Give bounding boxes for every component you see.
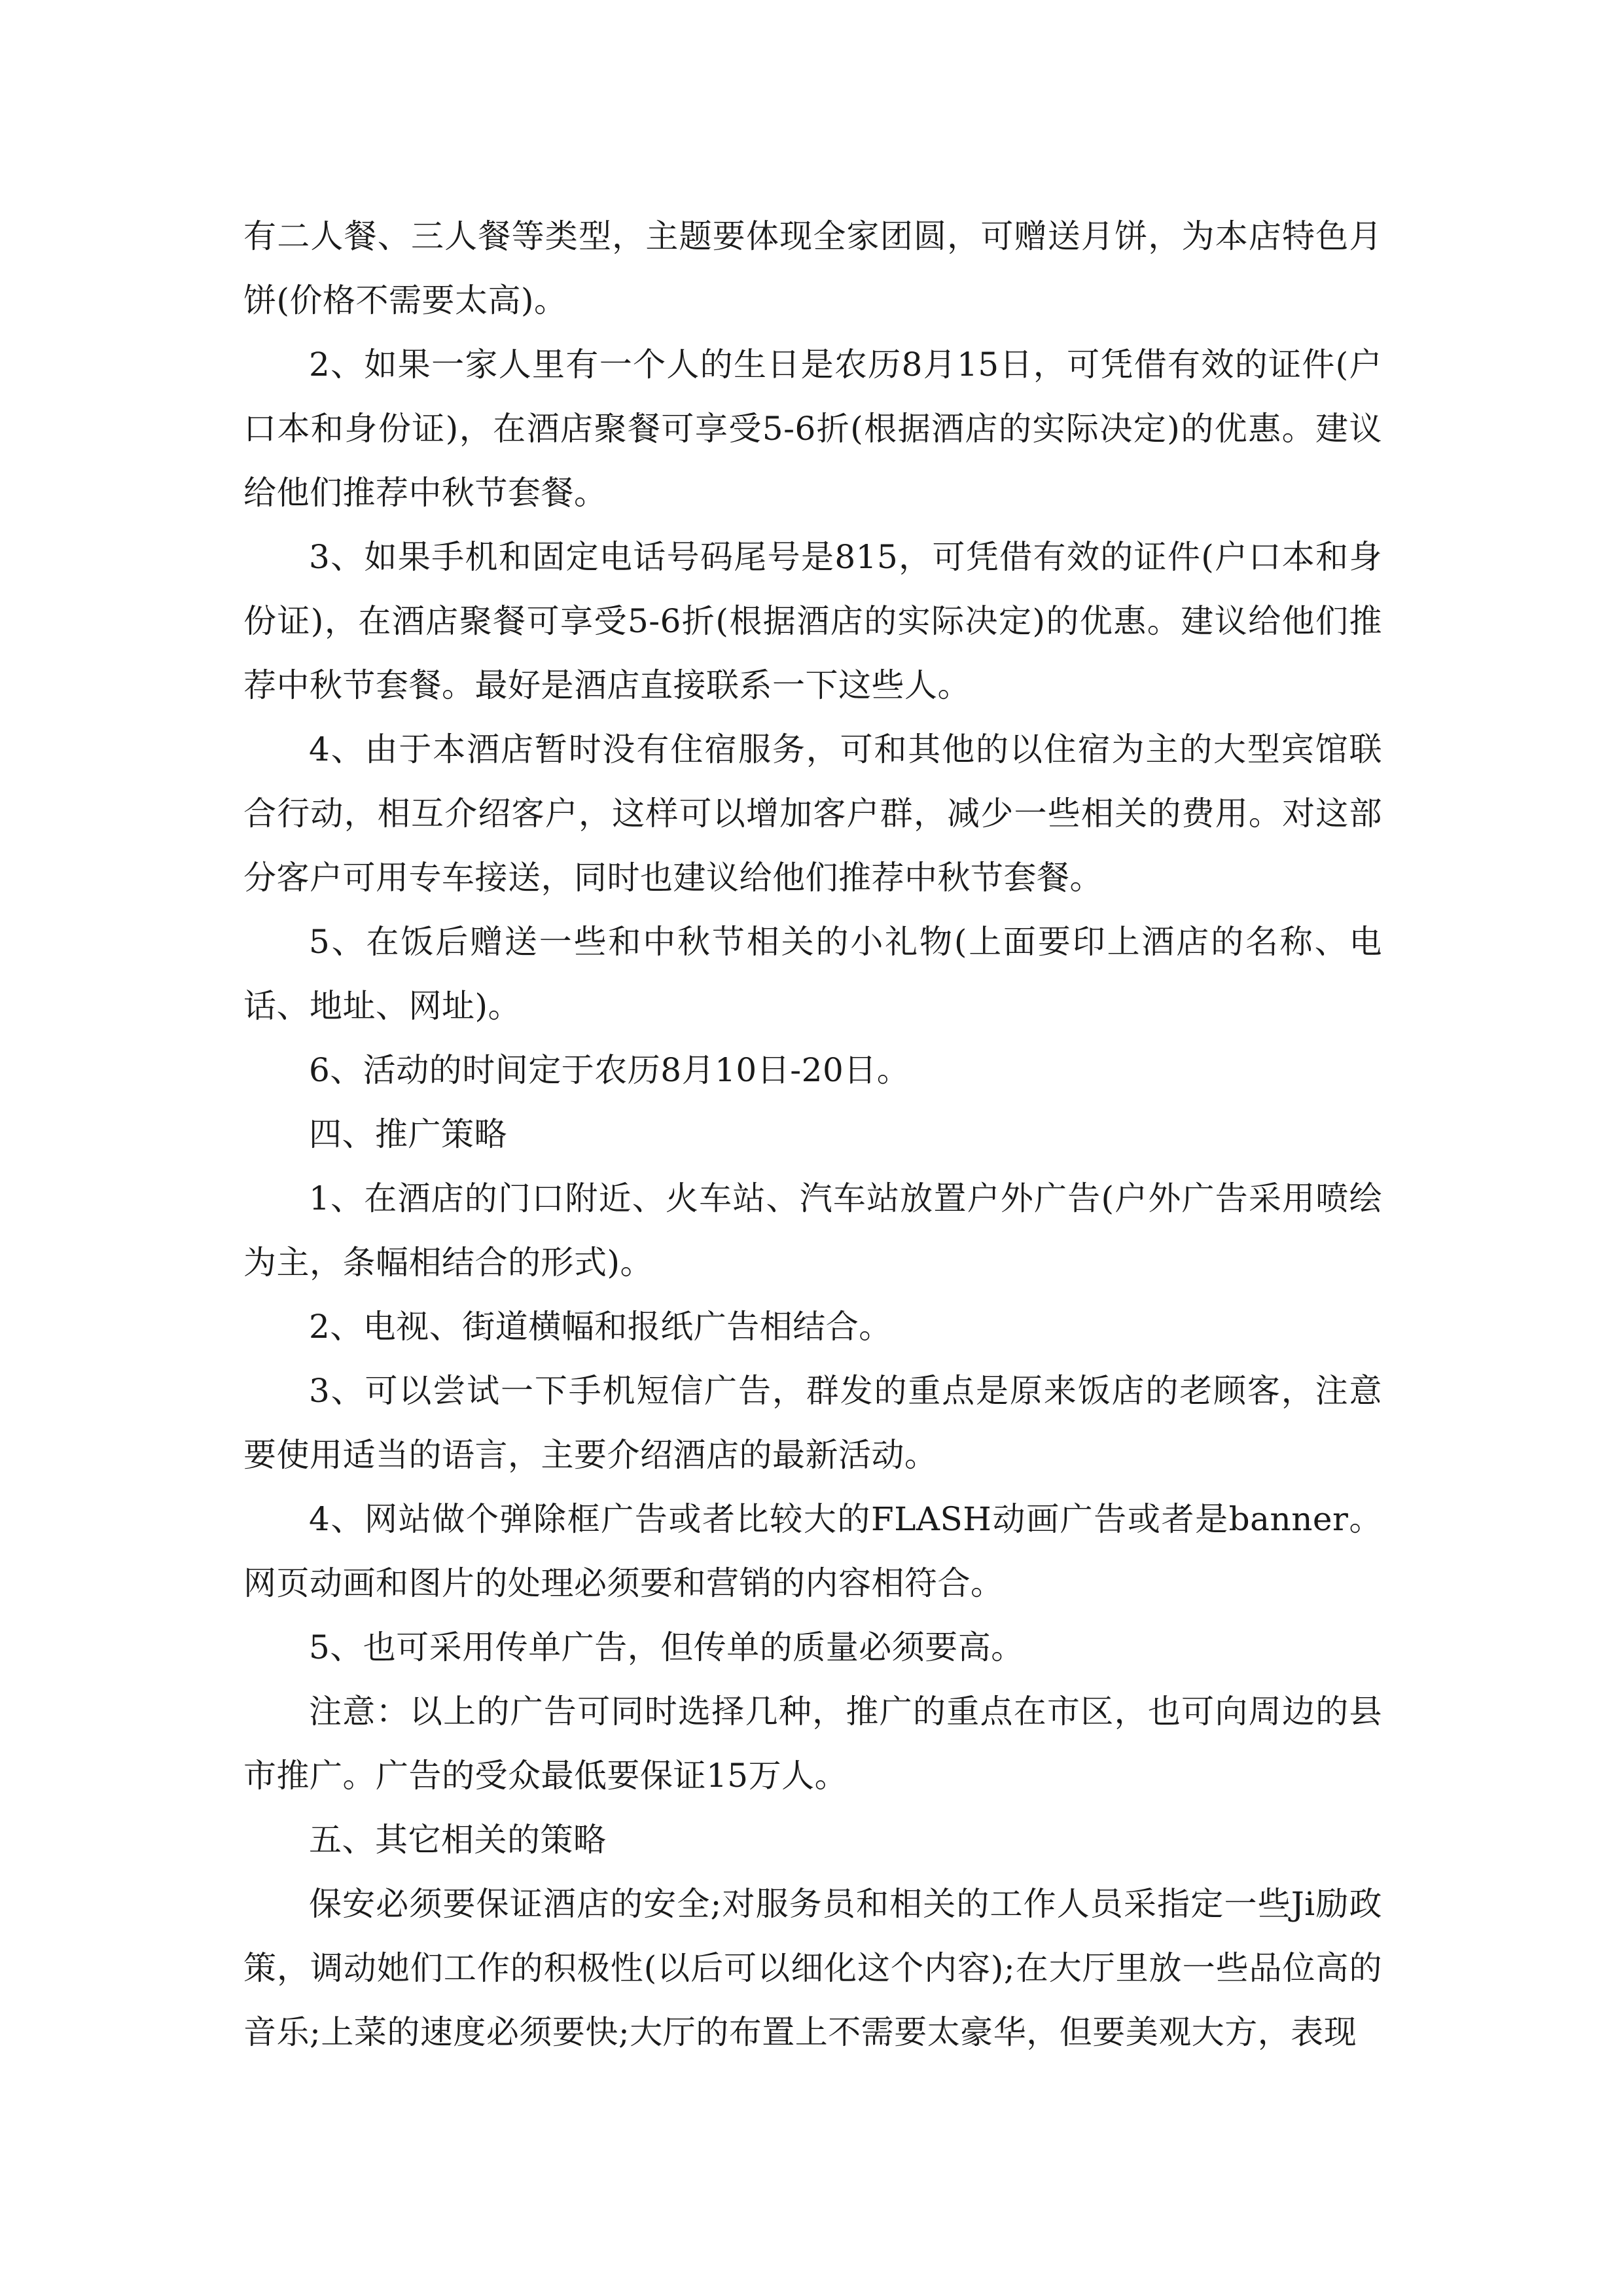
paragraph-1: 有二人餐、三人餐等类型，主题要体现全家团圆，可赠送月饼，为本店特色月饼(价格不需要太高)。 xyxy=(243,217,1382,319)
paragraph-3: 3、如果手机和固定电话号码尾号是815，可凭借有效的证件(户口本和身份证)，在酒店聚餐可享受5-6折(根据酒店的实际决定)的优惠。建议给他们推荐中秋节套餐。最好是酒店直接联系一下这些人。 xyxy=(243,538,1382,704)
paragraph-12: 保安必须要保证酒店的安全;对服务员和相关的工作人员采指定一些Ji励政策，调动她们工作的积极性(以后可以细化这个内容);在大厅里放一些品位高的音乐;上菜的速度必须要快;大厅的布置上不需要太豪华，但要美观大方，表现 xyxy=(243,1885,1382,2051)
paragraph-11: 5、也可采用传单广告，但传单的质量必须要高。 xyxy=(309,1628,1024,1666)
paragraph-4: 4、由于本酒店暂时没有住宿服务，可和其他的以住宿为主的大型宾馆联合行动，相互介绍客户，这样可以增加客户群，减少一些相关的费用。对这部分客户可用专车接送，同时也建议给他们推荐中秋节套餐。 xyxy=(243,730,1382,897)
paragraph-6: 6、活动的时间定于农历8月10日-20日。 xyxy=(309,1051,910,1089)
paragraph-10: 4、网站做个弹除框广告或者比较大的FLASH动画广告或者是banner。网页动画和图片的处理必须要和营销的内容相符合。 xyxy=(243,1500,1382,1602)
paragraph-7: 1、在酒店的门口附近、火车站、汽车站放置户外广告(户外广告采用喷绘为主，条幅相结合的形式)。 xyxy=(243,1179,1382,1282)
paragraph-2: 2、如果一家人里有一个人的生日是农历8月15日，可凭借有效的证件(户口本和身份证)，在酒店聚餐可享受5-6折(根据酒店的实际决定)的优惠。建议给他们推荐中秋节套餐。 xyxy=(243,346,1382,512)
section-heading-other: 五、其它相关的策略 xyxy=(309,1821,607,1859)
section-heading-promotion: 四、推广策略 xyxy=(309,1115,507,1153)
paragraph-8: 2、电视、街道横幅和报纸广告相结合。 xyxy=(309,1308,892,1346)
paragraph-9: 3、可以尝试一下手机短信广告，群发的重点是原来饭店的老顾客，注意要使用适当的语言，主要介绍酒店的最新活动。 xyxy=(243,1372,1382,1474)
note-paragraph: 注意：以上的广告可同时选择几种，推广的重点在市区，也可向周边的县市推广。广告的受众最低要保证15万人。 xyxy=(243,1693,1382,1795)
document-body xyxy=(243,204,1382,2064)
paragraph-5: 5、在饭后赠送一些和中秋节相关的小礼物(上面要印上酒店的名称、电话、地址、网址)。 xyxy=(243,923,1382,1025)
